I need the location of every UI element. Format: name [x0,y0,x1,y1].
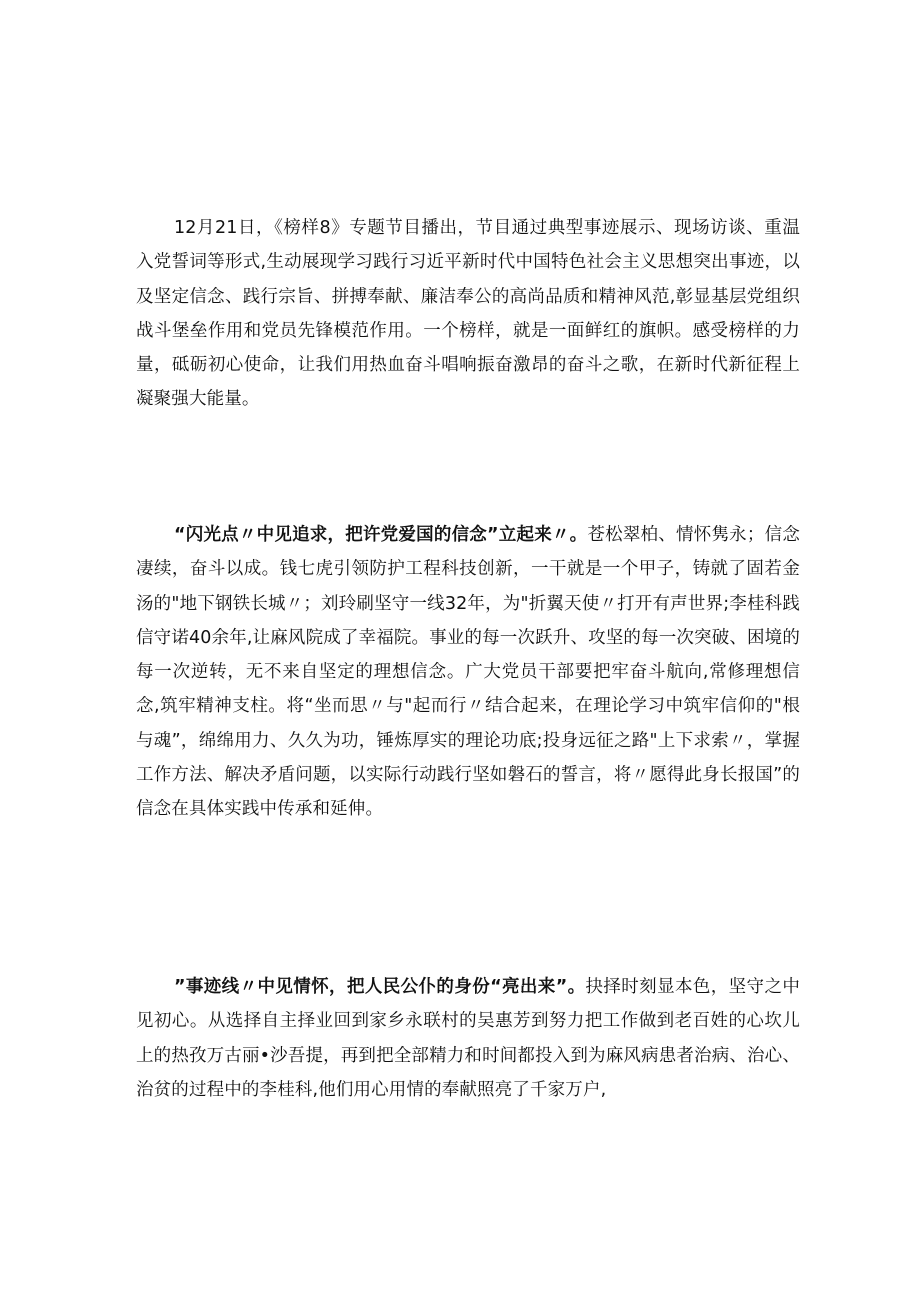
paragraph-flash-point [136,518,800,827]
paragraph-flash-point-heading: “闪光点〃中见追求，把许党爱国的信念”立起来〃。 [174,525,588,545]
paragraph-deed-line-heading: ”事迹线〃中见情怀，把人民公仆的身份“亮出来”。 [174,977,586,997]
paragraph-deed-line-text: 抉择时刻显本色，坚守之中见初心。从选择自主择业回到家乡永联村的吴惠芳到努力把工作做到老百姓的心坎儿上的热孜万古丽•沙吾提，再到把全部精力和时间都投入到为麻风病患者治病、治心、治贫的过程中的李桂科,他们用心用情的奉献照亮了千家万户, [136,977,800,1100]
paragraph-intro [136,211,800,417]
paragraph-flash-point-text: 苍松翠柏、情怀隽永；信念凄续，奋斗以成。钱七虎引领防护工程科技创新，一干就是一个甲子，铸就了固若金汤的"地下钢铁长城〃；刘玲刷坚守一线32年，为"折翼天使〃打开有声世界;李桂科践信守诺40余年,让麻风院成了幸福院。事业的每一次跃升、攻坚的每一次突破、困境的每一次逆转，无不来自坚定的理想信念。广大党员干部要把牢奋斗航向,常修理想信念,筑牢精神支柱。将“坐而思〃与"起而行〃结合起来，在理论学习中筑牢信仰的"根与魂”，绵绵用力、久久为功，锤炼厚实的理论功底;投身远征之路"上下求索〃，掌握工作方法、解决矛盾问题，以实际行动践行坚如磐石的誓言，将〃愿得此身长报国”的信念在具体实践中传承和延伸。 [136,525,800,820]
paragraph-deed-line [136,970,800,1107]
paragraph-intro-text: 12月21日，《榜样8》专题节目播出，节目通过典型事迹展示、现场访谈、重温入党誓词等形式,生动展现学习践行习近平新时代中国特色社会主义思想突出事迹，以及坚定信念、践行宗旨、拼搏奉献、廉洁奉公的高尚品质和精神风范,彰显基层党组织战斗堡垒作用和党员先锋模范作用。一个榜样，就是一面鲜红的旗帜。感受榜样的力量，砥砺初心使命，让我们用热血奋斗唱响振奋激昂的奋斗之歌，在新时代新征程上凝聚强大能量。 [136,218,800,410]
